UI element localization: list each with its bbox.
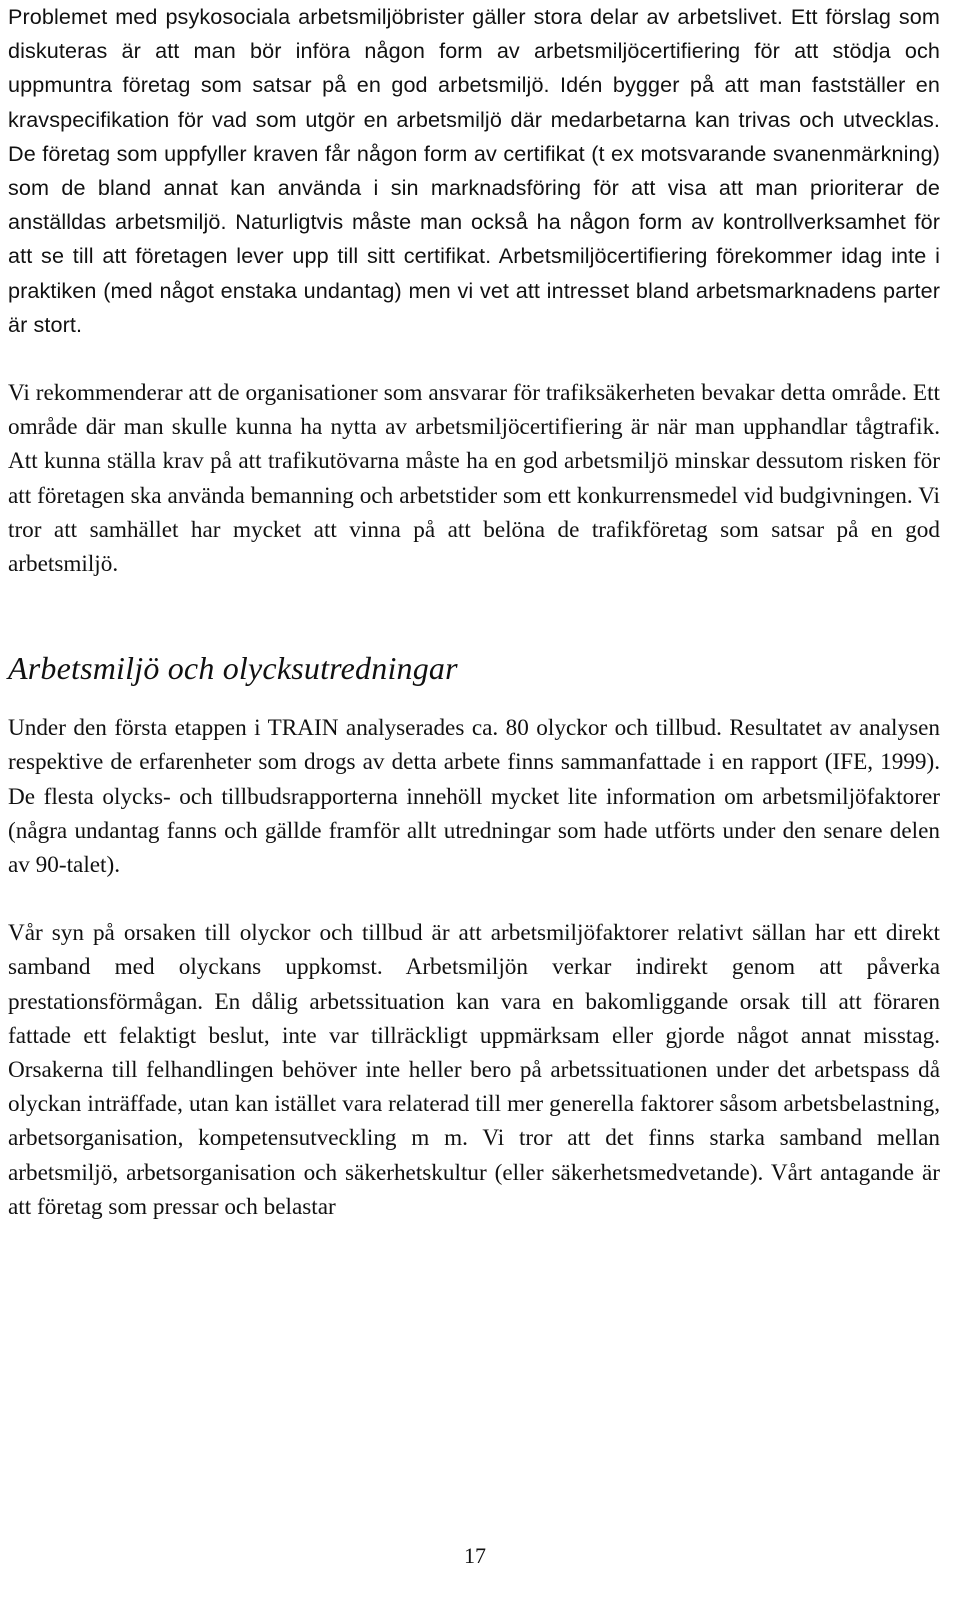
paragraph-first-stage: Under den första etappen i TRAIN analyserades ca. 80 olyckor och tillbud. Resultatet av analysen respektive de erfarenheter som drogs av detta arbete finns sammanfattade i en rapport (IFE, 1999). De flesta olycks- och tillbudsrapporterna innehöll mycket lite information om arbetsmiljöfaktorer (några undantag fanns och gällde framför allt utredningar som hade utförts under den senare delen av 90-talet). xyxy=(8,715,940,879)
section-heading: Arbetsmiljö och olycksutredningar xyxy=(8,650,458,687)
paragraph-certification: Problemet med psykosociala arbetsmiljöbrister gäller stora delar av arbetslivet. Ett förslag som diskuteras är att man bör införa någon form av arbetsmiljöcertifiering för att stödja och uppmuntra företag som satsar på en god arbetsmiljö. Idén bygger på att man fastställer en kravspecifikation för vad som utgör en arbetsmiljö där medarbetarna kan trivas och utvecklas. De företag som uppfyller kraven får någon form av certifikat (t ex motsvarande svanenmärkning) som de bland annat kan använda i sin marknadsföring för att visa att man prioriterar de anställdas arbetsmiljö. Naturligtvis måste man också ha någon form av kontrollverksamhet för att se till att företagen lever upp till sitt certifikat. Arbetsmiljöcertifiering förekommer idag inte i praktiken (med något enstaka undantag) men vi vet att intresset bland arbetsmarknadens parter är stort. xyxy=(8,4,940,337)
paragraph-causes: Vår syn på orsaken till olyckor och tillbud är att arbetsmiljöfaktorer relativt sällan har ett direkt samband med olyckans uppkomst. Arbetsmiljön verkar indirekt genom att påverka prestationsförmågan. En dålig arbetssituation kan vara en bakomliggande orsak till att föraren fattade ett felaktigt beslut, inte var tillräckligt uppmärksam eller gjorde något annat misstag. Orsakerna till felhandlingen behöver inte heller bero på arbetssituationen under det arbetspass då olyckan inträffade, utan kan istället vara relaterad till mer generella faktorer såsom arbetsbelastning, arbetsorganisation, kompetensutveckling m m. Vi tror att det finns starka samband mellan arbetsmiljö, arbetsorganisation och säkerhetskultur (eller säkerhetsmedvetande). Vårt antagande är att företag som pressar och belastar xyxy=(8,920,940,1220)
document-page xyxy=(8,0,940,1224)
page-number: 17 xyxy=(464,1543,486,1568)
paragraph-recommendation: Vi rekommenderar att de organisationer som ansvarar för trafiksäkerheten bevakar detta område. Ett område där man skulle kunna ha nytta av arbetsmiljöcertifiering är när man upphandlar tågtrafik. Att kunna ställa krav på att trafikutövarna måste ha en god arbetsmiljö minskar dessutom risken för att företagen ska använda bemanning och arbetstider som ett konkurrensmedel vid budgivningen. Vi tror att samhället har mycket att vinna på att belöna de trafikföretag som satsar på en god arbetsmiljö. xyxy=(8,380,940,578)
